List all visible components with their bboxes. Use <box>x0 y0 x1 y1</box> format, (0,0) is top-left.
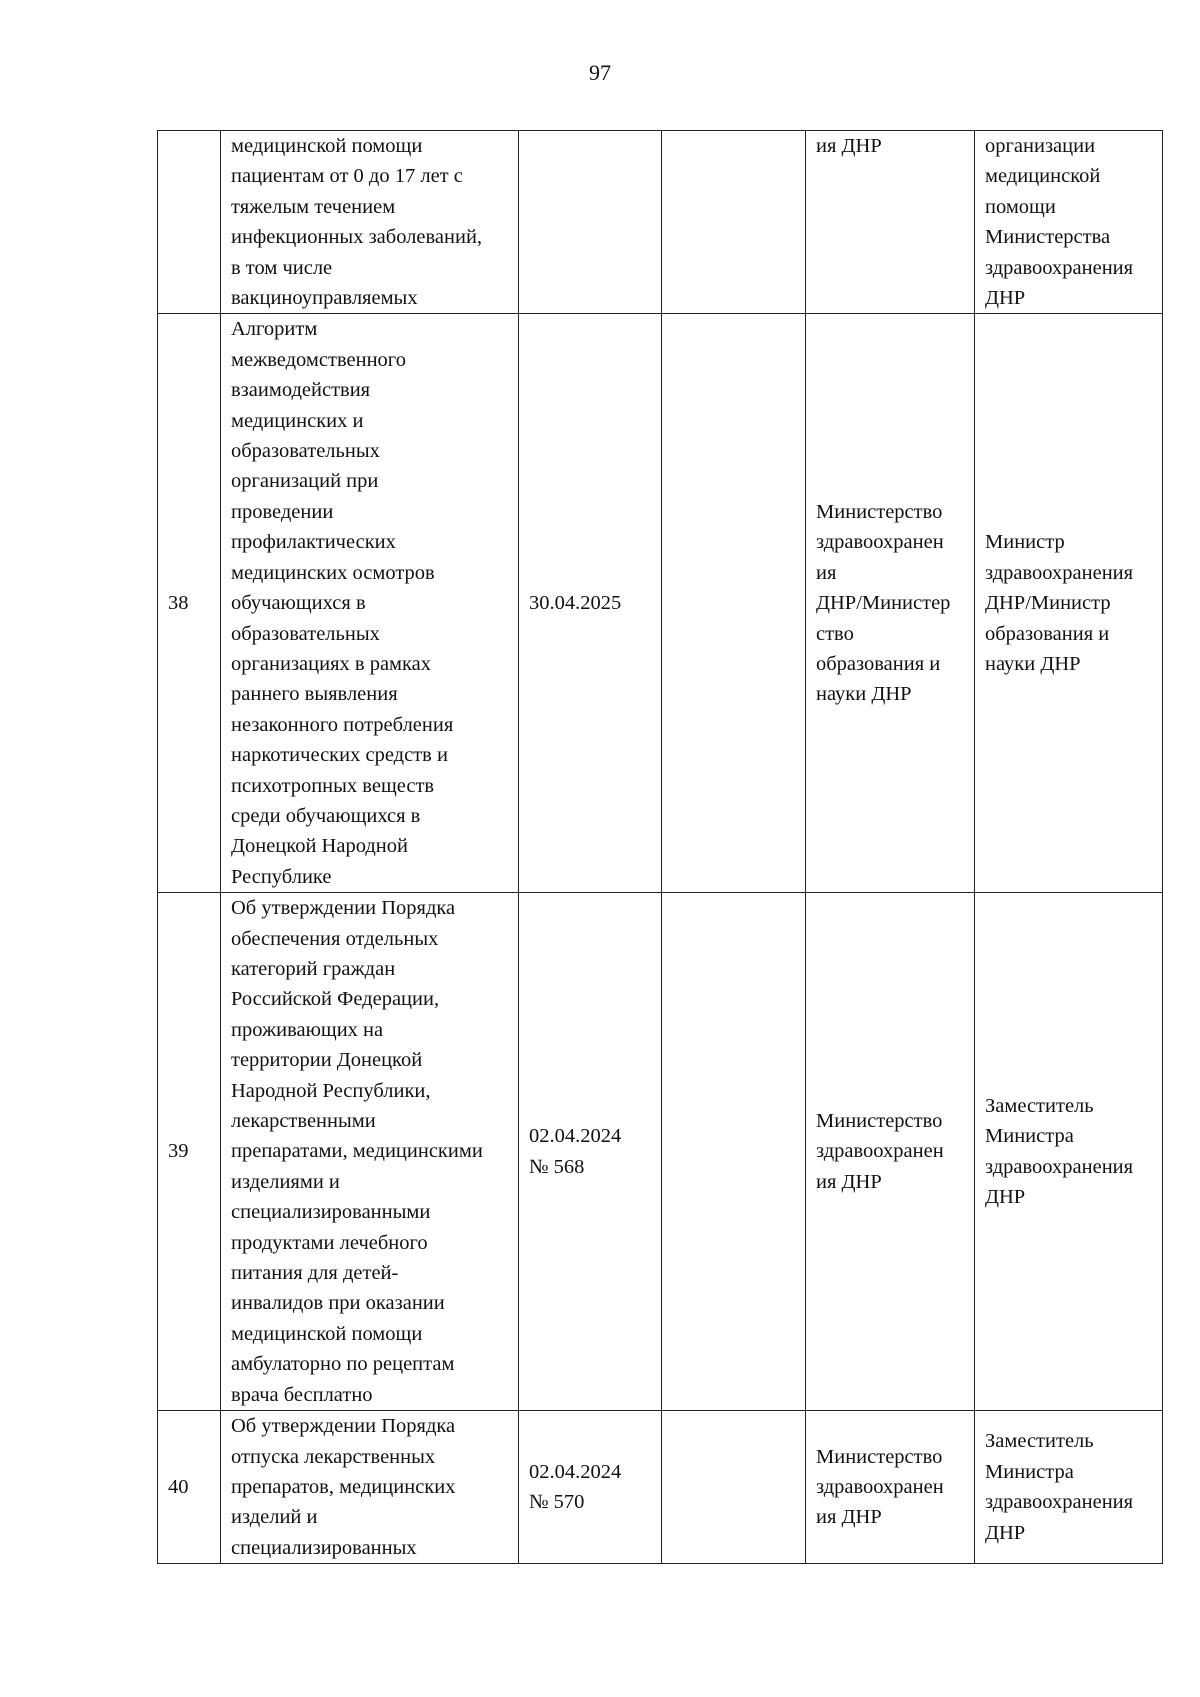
document-date-cell <box>519 131 662 314</box>
table-row <box>158 893 1163 1411</box>
document-title-cell: Об утверждении Порядка обеспечения отдельных категорий граждан Российской Федерации, проживающих на территории Донецкой Народной Республики, лекарственными препаратами, медицинскими изделиями и специализированными продуктами лечебного питания для детей- инвалидов при оказании медицинской помощи амбулаторно по рецептам врача бесплатно <box>221 893 519 1411</box>
table-row <box>158 314 1163 893</box>
empty-cell <box>662 314 806 893</box>
document-date-cell: 02.04.2024 № 570 <box>519 1411 662 1564</box>
row-number-cell: 38 <box>158 314 221 893</box>
document-date-cell: 02.04.2024 № 568 <box>519 893 662 1411</box>
empty-cell <box>662 893 806 1411</box>
responsible-cell: Заместитель Министра здравоохранения ДНР <box>975 893 1163 1411</box>
empty-cell <box>662 131 806 314</box>
document-date-cell: 30.04.2025 <box>519 314 662 893</box>
document-title-cell: Об утверждении Порядка отпуска лекарственных препаратов, медицинских изделий и специализированных <box>221 1411 519 1564</box>
document-title-cell: Алгоритм межведомственного взаимодействия медицинских и образовательных организаций при проведении профилактических медицинских осмотров обучающихся в образовательных организациях в рамках раннего выявления незаконного потребления наркотических средств и психотропных веществ среди обучающихся в Донецкой Народной Республике <box>221 314 519 893</box>
table-row <box>158 131 1163 314</box>
executor-cell: Министерство здравоохранен ия ДНР/Министер ство образования и науки ДНР <box>806 314 975 893</box>
table-row <box>158 1411 1163 1564</box>
executor-cell: Министерство здравоохранен ия ДНР <box>806 893 975 1411</box>
row-number-cell: 39 <box>158 893 221 1411</box>
executor-cell: ия ДНР <box>806 131 975 314</box>
responsible-cell: организации медицинской помощи Министерства здравоохранения ДНР <box>975 131 1163 314</box>
executor-cell: Министерство здравоохранен ия ДНР <box>806 1411 975 1564</box>
document-table <box>157 130 1163 1564</box>
row-number-cell: 40 <box>158 1411 221 1564</box>
row-number-cell <box>158 131 221 314</box>
page-number: 97 <box>589 60 611 85</box>
responsible-cell: Заместитель Министра здравоохранения ДНР <box>975 1411 1163 1564</box>
empty-cell <box>662 1411 806 1564</box>
document-title-cell: медицинской помощи пациентам от 0 до 17 лет с тяжелым течением инфекционных заболеваний, в том числе вакциноуправляемых <box>221 131 519 314</box>
responsible-cell: Министр здравоохранения ДНР/Министр образования и науки ДНР <box>975 314 1163 893</box>
